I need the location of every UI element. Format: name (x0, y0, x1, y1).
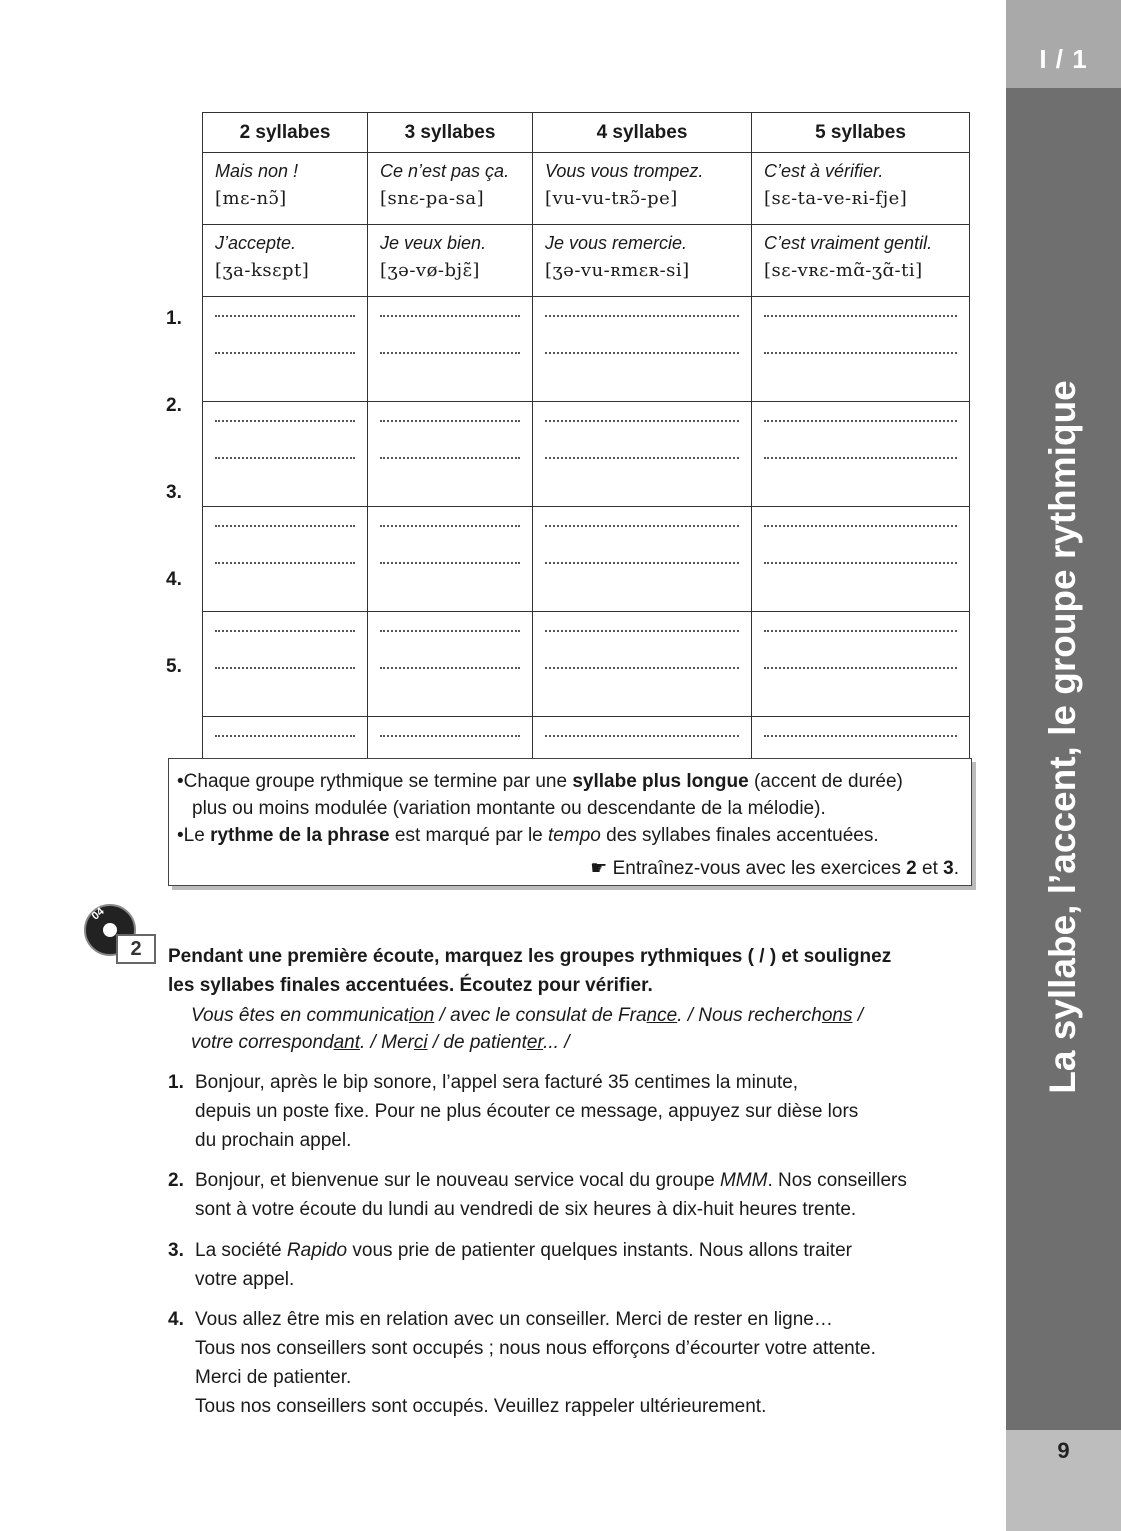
answer-cell[interactable] (533, 612, 752, 717)
pointing-hand-icon: ☛ (590, 858, 613, 879)
example-phonetic: [ʒa-ksɛpt] (215, 260, 310, 281)
example-cell (752, 225, 970, 297)
rule-box (168, 758, 972, 886)
header-4-syllabes: 4 syllabes (533, 113, 752, 153)
row-number: 2. (166, 395, 182, 416)
example-phonetic: [ʒə-vø-bjɛ̃] (380, 260, 480, 281)
section-tab (1006, 0, 1121, 88)
rule-bullet-1-line-2: plus ou moins modulée (variation montante ou descendante de la mélodie). (192, 798, 826, 819)
example-row (203, 153, 970, 225)
answer-cell[interactable] (533, 297, 752, 402)
answer-row (203, 612, 970, 717)
answer-cell[interactable] (533, 402, 752, 507)
answer-row (203, 402, 970, 507)
page-number-box (1006, 1430, 1121, 1531)
page-number: 9 (1057, 1438, 1070, 1463)
answer-cell[interactable] (203, 507, 368, 612)
example-phrase: Mais non ! (215, 161, 299, 181)
header-2-syllabes: 2 syllabes (203, 113, 368, 153)
example-cell (203, 153, 368, 225)
example-phrase: J’accepte. (215, 233, 297, 253)
row-number: 3. (166, 482, 182, 503)
example-phonetic: [mɛ-nɔ̃] (215, 188, 287, 209)
section-label: I / 1 (1039, 44, 1088, 74)
header-5-syllabes: 5 syllabes (752, 113, 970, 153)
answer-row (203, 297, 970, 402)
answer-cell[interactable] (203, 297, 368, 402)
example-phrase: Je vous remercie. (545, 233, 688, 253)
table-header-row (203, 113, 970, 153)
example-phrase: C’est à vérifier. (764, 161, 884, 181)
answer-cell[interactable] (752, 402, 970, 507)
answer-cell[interactable] (368, 402, 533, 507)
training-reference: ☛ Entraînez-vous avec les exercices 2 et 3. (590, 858, 959, 879)
example-phonetic: [snɛ-pa-sa] (380, 188, 485, 209)
example-phrase: Je veux bien. (380, 233, 487, 253)
example-cell (533, 225, 752, 297)
example-phonetic: [ʒə-vu-ʀmɛʀ-si] (545, 260, 690, 281)
example-cell (368, 225, 533, 297)
answer-cell[interactable] (368, 612, 533, 717)
row-number: 4. (166, 569, 182, 590)
rule-bullet-1: •Chaque groupe rythmique se termine par une syllabe plus longue (accent de durée) (177, 771, 903, 792)
example-phonetic: [sɛ-vʀɛ-mɑ̃-ʒɑ̃-ti] (764, 260, 923, 281)
answer-cell[interactable] (533, 507, 752, 612)
exercise-item-2: 2. Bonjour, et bienvenue sur le nouveau service vocal du groupe MMM. Nos conseillers sont à votre écoute du lundi au vendredi de six heures à dix-huit heures trente. (168, 1170, 907, 1220)
answer-cell[interactable] (368, 297, 533, 402)
example-cell (368, 153, 533, 225)
example-row (203, 225, 970, 297)
syllable-table (202, 112, 970, 822)
header-3-syllabes: 3 syllabes (368, 113, 533, 153)
example-phonetic: [sɛ-ta-ve-ʀi-fje] (764, 188, 908, 209)
example-phonetic: [vu-vu-tʀɔ̃-pe] (545, 188, 678, 209)
exercise-number: 2 (116, 934, 156, 964)
answer-cell[interactable] (752, 612, 970, 717)
example-cell (752, 153, 970, 225)
exercise-instruction: Pendant une première écoute, marquez les groupes rythmiques ( / ) et soulignez les syllabes finales accentuées. Écoutez pour vérifier. (168, 946, 892, 996)
rule-bullet-2: •Le rythme de la phrase est marqué par le tempo des syllabes finales accentuées. (177, 825, 879, 846)
answer-cell[interactable] (752, 507, 970, 612)
cd-icon: 04 (84, 904, 136, 956)
row-number: 1. (166, 308, 182, 329)
exercise-example: Vous êtes en communication / avec le consulat de France. / Nous recherchons / votre correspondant. / Merci / de patienter... / (191, 1005, 864, 1053)
exercise-item-4: 4. Vous allez être mis en relation avec un conseiller. Merci de rester en ligne… Tous nos conseillers sont occupés ; nous nous efforçons d’écourter votre attente. Merci de patienter. Tous nos conseillers sont occupés. Veuillez rappeler ultérieurement. (168, 1309, 876, 1417)
row-number: 5. (166, 656, 182, 677)
example-phrase: Vous vous trompez. (545, 161, 704, 181)
exercise-item-1: 1. Bonjour, après le bip sonore, l’appel sera facturé 35 centimes la minute, depuis un poste fixe. Pour ne plus écouter ce message, appuyez sur dièse lors du prochain appel. (168, 1072, 859, 1151)
answer-row (203, 507, 970, 612)
example-cell (203, 225, 368, 297)
example-phrase: Ce n’est pas ça. (380, 161, 510, 181)
answer-cell[interactable] (203, 612, 368, 717)
exercise-item-3: 3. La société Rapido vous prie de patienter quelques instants. Nous allons traiter votre appel. (168, 1240, 852, 1290)
answer-cell[interactable] (752, 297, 970, 402)
example-cell (533, 153, 752, 225)
example-phrase: C’est vraiment gentil. (764, 233, 933, 253)
chapter-title: La syllabe, l’accent, le groupe rythmique (1042, 380, 1083, 1094)
answer-cell[interactable] (368, 507, 533, 612)
answer-cell[interactable] (203, 402, 368, 507)
